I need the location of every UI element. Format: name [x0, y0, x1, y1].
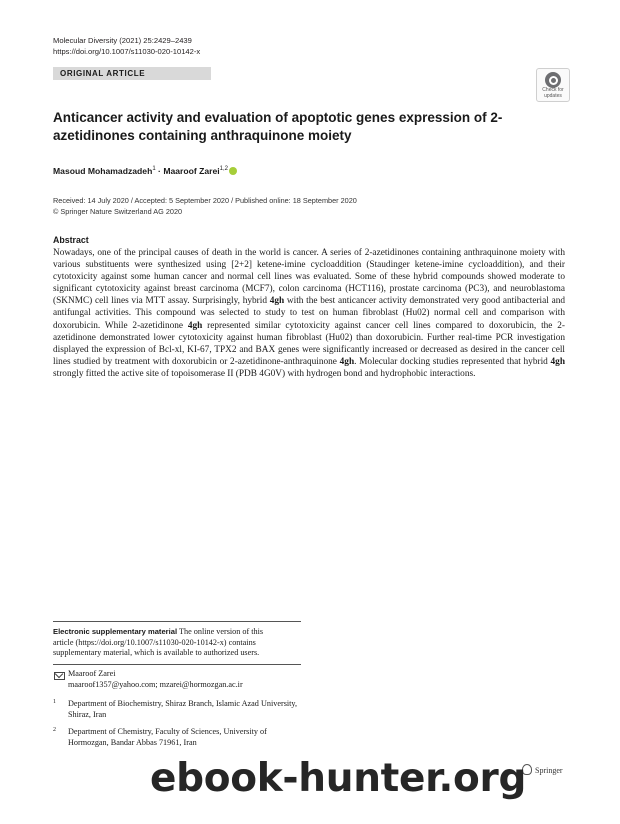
affiliation-text: Department of Biochemistry, Shiraz Branch, Islamic Azad University, Shiraz, Iran: [68, 699, 298, 719]
affiliation-number: 1: [53, 699, 56, 705]
journal-citation: Molecular Diversity (2021) 25:2429–2439: [53, 36, 192, 45]
article-type-banner: [53, 67, 211, 80]
orcid-icon[interactable]: [229, 167, 237, 175]
compound-label: 4gh: [269, 296, 285, 307]
check-updates-label: Check for updates: [542, 87, 564, 99]
publication-dates: [53, 196, 357, 217]
author-separator: ·: [155, 165, 164, 176]
author-affiliation-marker: 1: [152, 166, 156, 172]
esm-label: Electronic supplementary material: [53, 627, 178, 636]
doi-link[interactable]: https://doi.org/10.1007/s11030-020-10142-x: [53, 47, 201, 56]
author-affiliation-marker: 1,2: [219, 166, 229, 172]
check-for-updates-badge[interactable]: [536, 68, 570, 102]
affiliation-text: Department of Chemistry, Faculty of Sciences, University of Hormozgan, Bandar Abbas 71961, Iran: [68, 727, 267, 747]
compound-label: 4gh: [339, 356, 355, 367]
journal-header: [53, 35, 200, 57]
envelope-icon: [54, 672, 65, 680]
abstract-heading: Abstract: [53, 235, 89, 245]
compound-label: 4gh: [550, 356, 565, 367]
article-type-label: ORIGINAL ARTICLE: [60, 69, 146, 78]
affiliation-number: 2: [53, 727, 56, 733]
author-list: [53, 163, 237, 177]
author-name[interactable]: Masoud Mohamadzadeh: [53, 165, 153, 176]
article-title: Anticancer activity and evaluation of apoptotic genes expression of 2-azetidinones containing anthraquinone moiety: [53, 110, 503, 143]
footnote-divider: [53, 664, 301, 665]
check-updates-icon: [545, 72, 561, 88]
dates-line: Received: 14 July 2020 / Accepted: 5 September 2020 / Published online: 18 September 2020: [53, 196, 357, 205]
corresponding-author-name: Maaroof Zarei: [68, 669, 116, 678]
footnote-divider: [53, 621, 301, 622]
publisher-name: Springer: [535, 766, 563, 775]
author-name[interactable]: Maaroof Zarei: [163, 165, 220, 176]
corresponding-author: [68, 669, 243, 690]
watermark: ebook-hunter.org: [150, 756, 527, 801]
supplementary-material-note: Electronic supplementary material The online version of this article (https://doi.org/10.1007/s11030-020-10142-x) contains supplementary material, which is available to authorized users.: [53, 627, 264, 658]
abstract-text: Nowadays, one of the principal causes of death in the world is cancer. A series of 2-azetidinones containing anthraquinone moiety with various substituents were synthesized using [2+2] ketene-imine cycloaddition (Staudinger ketene-imine cycloaddition), and their cytotoxicity against some human cancer and normal cell lines was evaluated. Some of these hybrid compounds showed moderate to significant cytotoxicity against breast carcinoma (MCF7), colon carcinoma (HCT116), prostate carcinoma (PC3), and neuroblastoma (SKNMC) cell lines via MTT assay. Surprisingly, hybrid 4gh with the best anticancer activity demonstrated very good antibacterial and antifungal activities. This compound was selected to study to test on human fibroblast (Hu02) normal cell and comparison with doxorubicin. While 2-azetidinone 4gh represented similar cytotoxicity against cancer cell lines compared to doxorubicin, the 2-azetidinone demonstrated lower cytotoxicity against human fibroblast (Hu02) than doxorubicin. Further real-time PCR investigation displayed the expression of Bcl-xl, KI-67, TPX2 and BAX genes were significantly increased or decreased as desired in the cancer cell lines studied by treatment with doxorubicin or 2-azetidinone-anthraquinone 4gh. Molecular docking studies represented that hybrid 4gh strongly fitted the active site of topoisomerase II (PDB 4G0V) with hydrogen bond and hydrophobic interactions.: [53, 248, 565, 379]
publisher-logo: [522, 764, 563, 775]
corresponding-author-emails[interactable]: maaroof1357@yahoo.com; mzarei@hormozgan.ac.ir: [68, 679, 243, 689]
copyright-line: © Springer Nature Switzerland AG 2020: [53, 206, 183, 216]
compound-label: 4gh: [187, 320, 203, 331]
esm-link[interactable]: https://doi.org/10.1007/s11030-020-10142-x: [78, 637, 224, 647]
